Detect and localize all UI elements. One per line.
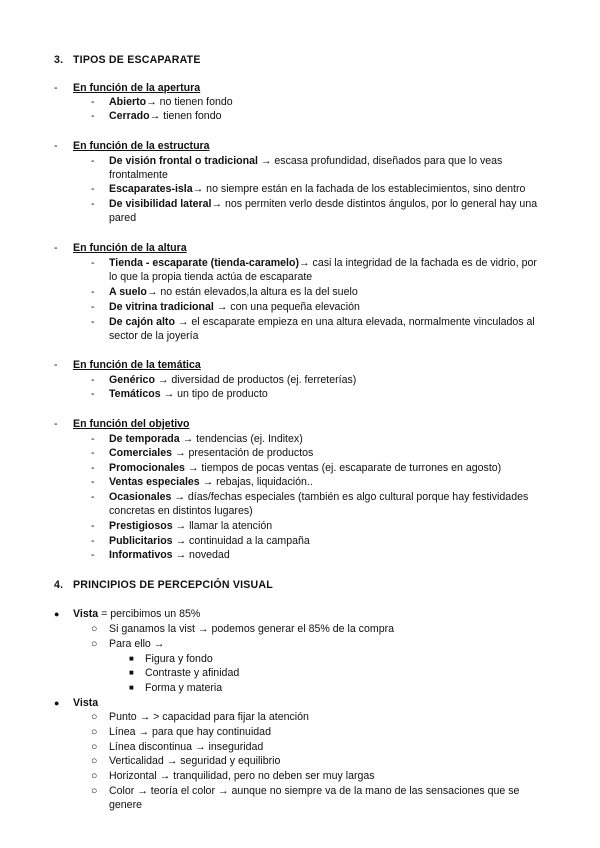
heading-objetivo: En función del objetivo <box>73 418 190 430</box>
list-item: Figura y fondo <box>145 653 213 665</box>
list-item: A suelo→ no están elevados,la altura es la del suelo <box>109 286 358 298</box>
list-item: Tienda - escaparate (tienda-caramelo)→ casi la integridad de la fachada es de vidrio, por <box>109 257 537 269</box>
dash-bullet: - <box>91 155 95 167</box>
list-item: De visión frontal o tradicional → escasa profundidad, diseñados para que lo veas <box>109 155 503 167</box>
dash-bullet: - <box>91 476 95 488</box>
list-item: Promocionales → tiempos de pocas ventas (ej. escaparate de turrones en agosto) <box>109 462 502 474</box>
dash-bullet: - <box>91 535 95 547</box>
list-item: Publicitarios → continuidad a la campaña <box>109 535 310 547</box>
list-item: De visibilidad lateral→ nos permiten verlo desde distintos ángulos, por lo general hay una <box>109 198 538 210</box>
list-item: Horizontal → tranquilidad, pero no deben ser muy largas <box>109 770 375 782</box>
section-3-number: 3. <box>54 54 64 66</box>
dash-bullet: - <box>54 418 58 430</box>
heading-altura: En función de la altura <box>73 242 187 254</box>
heading-estructura: En función de la estructura <box>73 140 210 152</box>
disc-bullet: ● <box>54 698 60 708</box>
dash-bullet: - <box>91 286 95 298</box>
list-item-continuation: pared <box>109 212 137 224</box>
heading-apertura: En función de la apertura <box>73 82 201 94</box>
list-item: Abierto→ no tienen fondo <box>109 96 233 108</box>
circle-bullet: ○ <box>91 726 98 738</box>
dash-bullet: - <box>91 96 95 108</box>
circle-bullet: ○ <box>91 711 98 723</box>
dash-bullet: - <box>91 520 95 532</box>
circle-bullet: ○ <box>91 785 98 797</box>
list-item-continuation: sector de la joyería <box>109 330 199 342</box>
list-item-continuation: genere <box>109 799 142 811</box>
dash-bullet: - <box>91 462 95 474</box>
list-item: Prestigiosos → llamar la atención <box>109 520 273 532</box>
dash-bullet: - <box>54 242 58 254</box>
list-item: De cajón alto → el escaparate empieza en una altura elevada, normalmente vinculados al <box>109 316 535 328</box>
list-item: Línea → para que hay continuidad <box>109 726 271 738</box>
list-item: Contraste y afinidad <box>145 667 240 679</box>
list-item: De temporada → tendencias (ej. Inditex) <box>109 433 303 445</box>
circle-bullet: ○ <box>91 638 98 650</box>
list-item: Cerrado→ tienen fondo <box>109 110 222 122</box>
list-item: Verticalidad → seguridad y equilibrio <box>109 755 281 767</box>
list-item: Punto → > capacidad para fijar la atención <box>109 711 309 723</box>
list-item: Línea discontinua → inseguridad <box>109 741 264 753</box>
dash-bullet: - <box>91 374 95 386</box>
list-item-continuation: lo que la propia tienda actúa de escaparate <box>109 271 313 283</box>
list-item: Ocasionales → días/fechas especiales (también es algo cultural porque hay festividades <box>109 491 529 503</box>
list-item: Vista <box>73 697 99 709</box>
list-item: Ventas especiales → rebajas, liquidación.. <box>109 476 313 488</box>
dash-bullet: - <box>54 140 58 152</box>
list-item: Informativos → novedad <box>109 549 230 561</box>
list-item: Para ello → <box>109 638 165 650</box>
dash-bullet: - <box>91 491 95 503</box>
list-item: Genérico → diversidad de productos (ej. ferreterías) <box>109 374 357 386</box>
circle-bullet: ○ <box>91 755 98 767</box>
list-item: Comerciales → presentación de productos <box>109 447 314 459</box>
dash-bullet: - <box>91 110 95 122</box>
dash-bullet: - <box>91 257 95 269</box>
list-item: Color → teoría el color → aunque no siempre va de la mano de las sensaciones que se <box>109 785 520 797</box>
dash-bullet: - <box>91 433 95 445</box>
disc-bullet: ● <box>54 609 60 619</box>
list-item: Si ganamos la vist → podemos generar el 85% de la compra <box>109 623 395 635</box>
circle-bullet: ○ <box>91 770 98 782</box>
list-item: Forma y materia <box>145 682 223 694</box>
list-item: Vista = percibimos un 85% <box>73 608 201 620</box>
heading-tematica: En función de la temática <box>73 359 201 371</box>
square-bullet: ■ <box>129 683 134 692</box>
circle-bullet: ○ <box>91 623 98 635</box>
square-bullet: ■ <box>129 654 134 663</box>
square-bullet: ■ <box>129 668 134 677</box>
dash-bullet: - <box>91 549 95 561</box>
section-4-title: PRINCIPIOS DE PERCEPCIÓN VISUAL <box>73 579 273 591</box>
list-item: Escaparates-isla→ no siempre están en la fachada de los establecimientos, sino dentro <box>109 183 526 195</box>
section-3-title: TIPOS DE ESCAPARATE <box>73 54 201 66</box>
list-item-continuation: frontalmente <box>109 169 168 181</box>
list-item: De vitrina tradicional → con una pequeña elevación <box>109 301 360 313</box>
dash-bullet: - <box>91 388 95 400</box>
dash-bullet: - <box>54 359 58 371</box>
dash-bullet: - <box>91 198 95 210</box>
dash-bullet: - <box>91 316 95 328</box>
dash-bullet: - <box>91 301 95 313</box>
circle-bullet: ○ <box>91 741 98 753</box>
list-item-continuation: concretas en distintos lugares) <box>109 505 253 517</box>
dash-bullet: - <box>54 82 58 94</box>
dash-bullet: - <box>91 447 95 459</box>
list-item: Temáticos → un tipo de producto <box>109 388 268 400</box>
section-4-number: 4. <box>54 579 64 591</box>
dash-bullet: - <box>91 183 95 195</box>
